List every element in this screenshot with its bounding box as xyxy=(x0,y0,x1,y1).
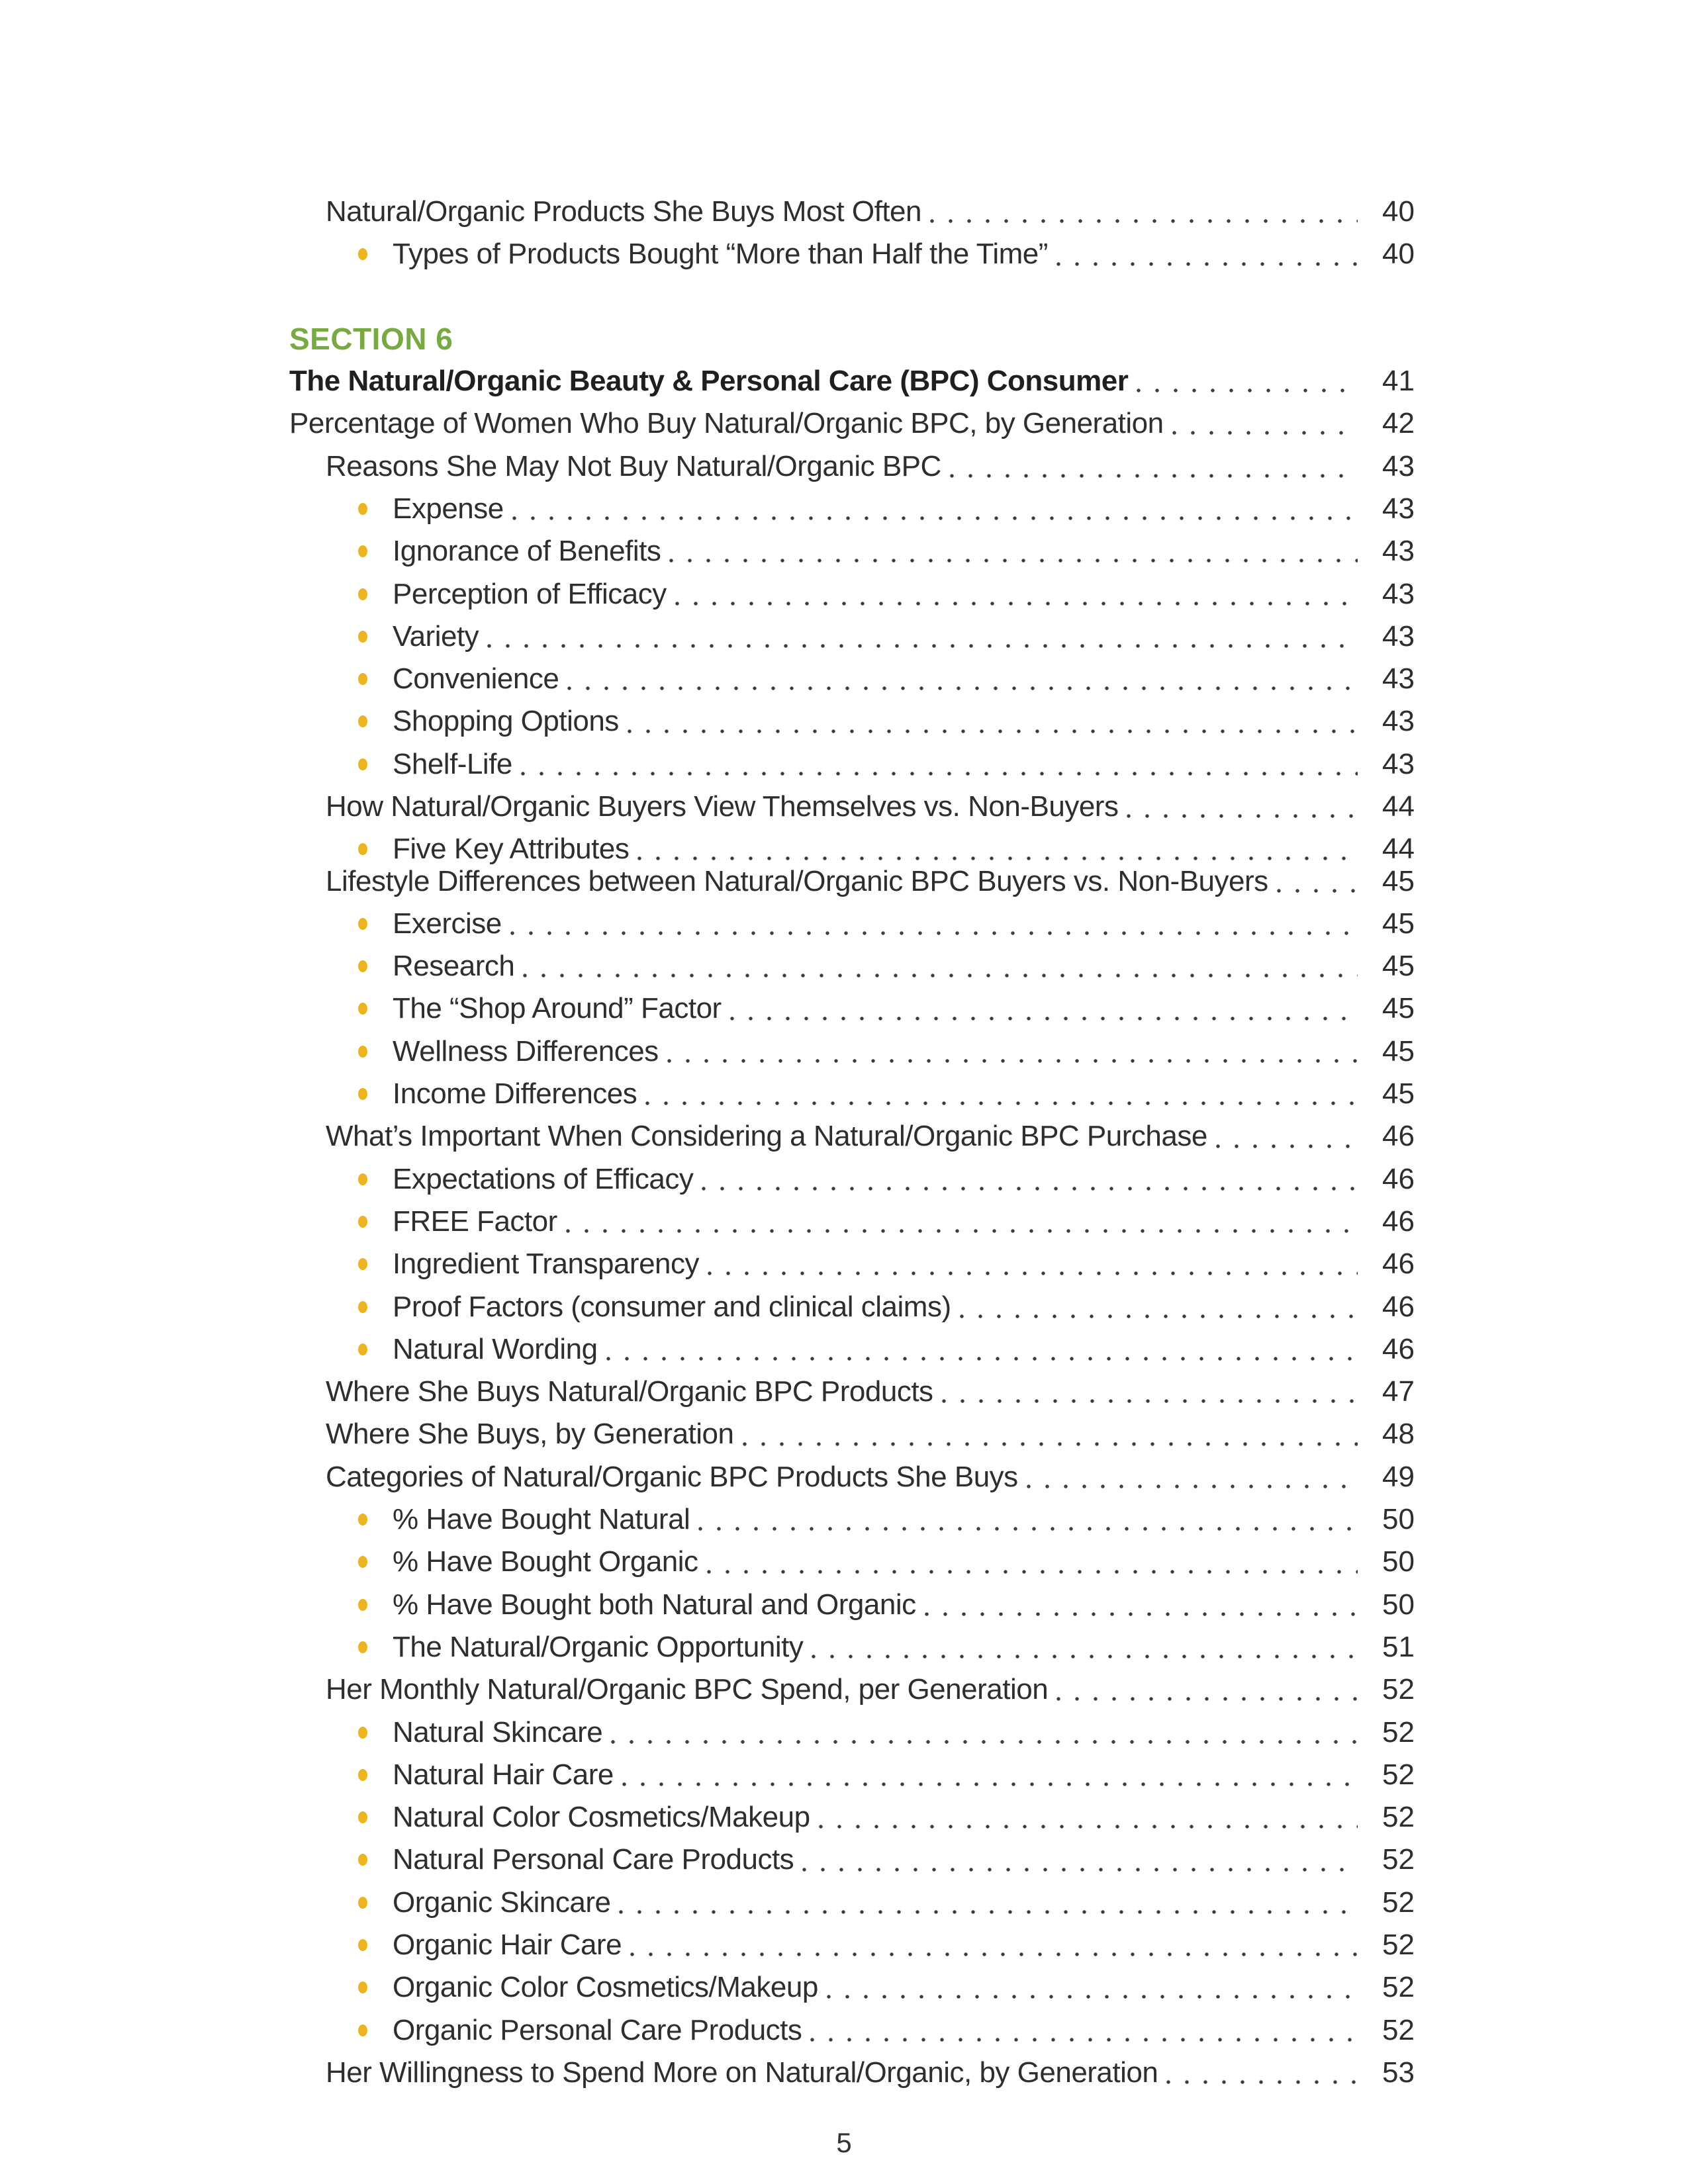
toc-entry xyxy=(0,572,1415,615)
bullet-icon xyxy=(358,1897,367,1909)
bullet-icon xyxy=(358,588,367,600)
dot-leader xyxy=(630,1952,1358,1957)
entry-page-number: 43 xyxy=(1382,492,1415,525)
toc-entry xyxy=(0,1498,1415,1541)
entry-title: Her Willingness to Spend More on Natural/Organic, by Generation xyxy=(326,2056,1158,2089)
entry-title: Ingredient Transparency xyxy=(393,1248,700,1281)
section-title: SECTION 6 xyxy=(289,321,453,356)
toc-entry xyxy=(0,903,1415,945)
entry-page-number: 47 xyxy=(1382,1375,1415,1408)
entry-title: Exercise xyxy=(393,907,502,940)
bullet-icon xyxy=(358,673,367,685)
bullet-icon xyxy=(358,1173,367,1185)
entry-title: What’s Important When Considering a Natural/Organic BPC Purchase xyxy=(326,1120,1207,1153)
bullet-icon xyxy=(358,1343,367,1355)
dot-leader xyxy=(522,973,1358,978)
toc-entry xyxy=(0,2052,1415,2094)
toc-entry xyxy=(0,1754,1415,1796)
entry-title: % Have Bought Organic xyxy=(393,1545,698,1578)
entry-page-number: 40 xyxy=(1382,195,1415,228)
entry-page-number: 44 xyxy=(1382,833,1415,866)
dot-leader xyxy=(742,1441,1358,1447)
bullet-icon xyxy=(358,545,367,557)
entry-page-number: 52 xyxy=(1382,1673,1415,1706)
dot-leader xyxy=(606,1356,1358,1361)
entry-page-number: 52 xyxy=(1382,1843,1415,1876)
entry-title: Expense xyxy=(393,492,504,525)
entry-page-number: 51 xyxy=(1382,1630,1415,1663)
entry-page-number: 50 xyxy=(1382,1545,1415,1578)
toc-entry xyxy=(0,2009,1415,2051)
toc-entry xyxy=(0,658,1415,700)
dot-leader xyxy=(565,1228,1358,1234)
toc-entry xyxy=(0,615,1415,658)
entry-title: Reasons She May Not Buy Natural/Organic BPC xyxy=(326,449,941,482)
entry-page-number: 46 xyxy=(1382,1248,1415,1281)
toc-entry xyxy=(0,1456,1415,1498)
dot-leader xyxy=(1026,1484,1358,1489)
toc-entry xyxy=(0,743,1415,786)
dot-leader xyxy=(941,1398,1358,1404)
dot-leader xyxy=(826,1994,1358,1999)
entry-title: Where She Buys, by Generation xyxy=(326,1418,734,1451)
toc-entry xyxy=(0,360,1415,402)
entry-page-number: 52 xyxy=(1382,2013,1415,2046)
entry-page-number: 43 xyxy=(1382,705,1415,738)
bullet-icon xyxy=(358,503,367,515)
toc-entry xyxy=(0,1073,1415,1115)
toc-entry xyxy=(0,1158,1415,1201)
dot-leader xyxy=(818,1824,1358,1829)
bullet-icon xyxy=(358,1641,367,1653)
entry-title: FREE Factor xyxy=(393,1205,557,1238)
entry-title: % Have Bought Natural xyxy=(393,1503,690,1536)
entry-title: How Natural/Organic Buyers View Themselves vs. Non-Buyers xyxy=(326,790,1119,823)
dot-leader xyxy=(1056,261,1358,267)
toc-entry xyxy=(0,445,1415,487)
toc-entry xyxy=(0,233,1415,275)
entry-page-number: 43 xyxy=(1382,449,1415,482)
bullet-icon xyxy=(358,1216,367,1228)
toc-entry xyxy=(0,1668,1415,1711)
entry-page-number: 50 xyxy=(1382,1503,1415,1536)
toc-entry xyxy=(0,1796,1415,1839)
dot-leader xyxy=(512,516,1358,521)
entry-page-number: 46 xyxy=(1382,1205,1415,1238)
dot-leader xyxy=(698,1526,1358,1531)
dot-leader xyxy=(645,1101,1358,1106)
entry-title: Expectations of Efficacy xyxy=(393,1162,694,1195)
bullet-icon xyxy=(358,715,367,727)
entry-page-number: 45 xyxy=(1382,864,1415,897)
bullet-icon xyxy=(358,1046,367,1058)
dot-leader xyxy=(667,1058,1358,1064)
toc-entry xyxy=(0,1711,1415,1753)
bullet-icon xyxy=(358,843,367,855)
dot-leader xyxy=(618,1909,1358,1915)
entry-page-number: 43 xyxy=(1382,747,1415,780)
bullet-icon xyxy=(358,1769,367,1781)
bullet-icon xyxy=(358,960,367,972)
toc-entry xyxy=(0,530,1415,572)
toc-entry xyxy=(0,1626,1415,1668)
bullet-icon xyxy=(358,1727,367,1739)
dot-leader xyxy=(1056,1696,1358,1702)
bullet-icon xyxy=(358,1599,367,1611)
entry-page-number: 45 xyxy=(1382,950,1415,983)
entry-title: Types of Products Bought “More than Half the Time” xyxy=(393,238,1048,271)
entry-page-number: 48 xyxy=(1382,1418,1415,1451)
entry-title: Percentage of Women Who Buy Natural/Organic BPC, by Generation xyxy=(289,407,1164,440)
entry-page-number: 46 xyxy=(1382,1162,1415,1195)
entry-title: Natural Personal Care Products xyxy=(393,1843,794,1876)
toc-entry xyxy=(0,402,1415,445)
entry-page-number: 53 xyxy=(1382,2056,1415,2089)
entry-page-number: 52 xyxy=(1382,1715,1415,1749)
dot-leader xyxy=(510,931,1358,936)
section-heading xyxy=(0,318,1415,360)
toc-entry xyxy=(0,1413,1415,1455)
toc-entry xyxy=(0,1115,1415,1158)
bullet-icon xyxy=(358,1514,367,1525)
bullet-icon xyxy=(358,1088,367,1100)
bullet-icon xyxy=(358,1811,367,1823)
dot-leader xyxy=(701,1186,1358,1191)
toc-entry xyxy=(0,191,1415,233)
entry-title: Research xyxy=(393,950,515,983)
bullet-icon xyxy=(358,1854,367,1866)
dot-leader xyxy=(567,686,1358,691)
entry-title: Organic Color Cosmetics/Makeup xyxy=(393,1971,818,2004)
entry-title: Organic Hair Care xyxy=(393,1929,622,1962)
entry-title: Organic Personal Care Products xyxy=(393,2013,802,2046)
entry-page-number: 43 xyxy=(1382,577,1415,610)
entry-title: Proof Factors (consumer and clinical claims) xyxy=(393,1290,951,1323)
dot-leader xyxy=(1126,813,1358,819)
toc-entry xyxy=(0,1201,1415,1243)
dot-leader xyxy=(959,1314,1358,1319)
dot-leader xyxy=(622,1782,1358,1787)
dot-leader xyxy=(1215,1144,1358,1149)
dot-leader xyxy=(520,771,1358,776)
dot-leader xyxy=(810,2037,1358,2042)
toc-entry xyxy=(0,1924,1415,1966)
entry-title: The “Shop Around” Factor xyxy=(393,992,722,1025)
entry-title: Income Differences xyxy=(393,1077,637,1111)
entry-page-number: 40 xyxy=(1382,238,1415,271)
entry-page-number: 45 xyxy=(1382,1034,1415,1068)
toc-entry xyxy=(0,860,1415,902)
entry-page-number: 52 xyxy=(1382,1929,1415,1962)
bullet-icon xyxy=(358,631,367,643)
entry-page-number: 41 xyxy=(1382,365,1415,398)
bullet-icon xyxy=(358,1939,367,1951)
entry-title: Where She Buys Natural/Organic BPC Products xyxy=(326,1375,933,1408)
dot-leader xyxy=(707,1271,1358,1276)
toc-entry xyxy=(0,1966,1415,2009)
entry-page-number: 43 xyxy=(1382,535,1415,568)
dot-leader xyxy=(1172,430,1358,435)
bullet-icon xyxy=(358,1981,367,1993)
entry-page-number: 52 xyxy=(1382,1758,1415,1791)
bullet-icon xyxy=(358,2025,367,2036)
entry-title: Shopping Options xyxy=(393,705,619,738)
toc-entry xyxy=(0,987,1415,1030)
dot-leader xyxy=(1136,388,1358,393)
dot-leader xyxy=(675,601,1358,606)
dot-leader xyxy=(1276,888,1358,893)
entry-page-number: 43 xyxy=(1382,662,1415,696)
dot-leader xyxy=(924,1612,1358,1617)
entry-title: Natural/Organic Products She Buys Most Often xyxy=(326,195,921,228)
dot-leader xyxy=(627,729,1358,734)
bullet-icon xyxy=(358,1003,367,1015)
dot-leader xyxy=(637,856,1358,861)
toc-entry xyxy=(0,786,1415,828)
toc-entry xyxy=(0,1328,1415,1371)
dot-leader xyxy=(706,1569,1358,1574)
entry-page-number: 45 xyxy=(1382,992,1415,1025)
dot-leader xyxy=(802,1867,1358,1872)
entry-title: Ignorance of Benefits xyxy=(393,535,661,568)
toc-entry xyxy=(0,1243,1415,1285)
entry-title: The Natural/Organic Opportunity xyxy=(393,1630,804,1663)
entry-page-number: 46 xyxy=(1382,1120,1415,1153)
entry-title: Shelf-Life xyxy=(393,747,512,780)
dot-leader xyxy=(487,643,1358,649)
toc-entry xyxy=(0,488,1415,530)
dot-leader xyxy=(811,1654,1358,1659)
entry-title: The Natural/Organic Beauty & Personal Care (BPC) Consumer xyxy=(289,365,1129,398)
entry-title: Natural Hair Care xyxy=(393,1758,614,1791)
entry-title: Wellness Differences xyxy=(393,1034,659,1068)
entry-title: Organic Skincare xyxy=(393,1886,611,1919)
toc-entry xyxy=(0,1371,1415,1413)
page-number: 5 xyxy=(836,2127,852,2158)
bullet-icon xyxy=(358,918,367,930)
toc-entry xyxy=(0,1030,1415,1073)
bullet-icon xyxy=(358,1301,367,1313)
entry-title: Lifestyle Differences between Natural/Organic BPC Buyers vs. Non-Buyers xyxy=(326,864,1268,897)
entry-page-number: 52 xyxy=(1382,1886,1415,1919)
dot-leader xyxy=(949,473,1358,478)
toc-entry xyxy=(0,1882,1415,1924)
entry-page-number: 45 xyxy=(1382,907,1415,940)
toc-entry xyxy=(0,1584,1415,1626)
dot-leader xyxy=(610,1739,1358,1745)
entry-page-number: 43 xyxy=(1382,619,1415,653)
dot-leader xyxy=(929,218,1358,224)
toc-entry xyxy=(0,945,1415,987)
entry-title: Her Monthly Natural/Organic BPC Spend, per Generation xyxy=(326,1673,1049,1706)
toc-entry xyxy=(0,1541,1415,1583)
entry-page-number: 42 xyxy=(1382,407,1415,440)
entry-page-number: 50 xyxy=(1382,1588,1415,1621)
entry-page-number: 44 xyxy=(1382,790,1415,823)
entry-title: % Have Bought both Natural and Organic xyxy=(393,1588,916,1621)
entry-title: Perception of Efficacy xyxy=(393,577,667,610)
entry-page-number: 45 xyxy=(1382,1077,1415,1111)
entry-title: Convenience xyxy=(393,662,559,696)
entry-page-number: 46 xyxy=(1382,1290,1415,1323)
bullet-icon xyxy=(358,1258,367,1270)
entry-title: Variety xyxy=(393,619,479,653)
entry-title: Natural Color Cosmetics/Makeup xyxy=(393,1801,810,1834)
dot-leader xyxy=(1166,2079,1358,2085)
entry-title: Five Key Attributes xyxy=(393,833,630,866)
dot-leader xyxy=(669,558,1358,563)
entry-title: Natural Wording xyxy=(393,1332,598,1365)
bullet-icon xyxy=(358,248,367,260)
bullet-icon xyxy=(358,758,367,770)
entry-page-number: 52 xyxy=(1382,1801,1415,1834)
entry-page-number: 52 xyxy=(1382,1971,1415,2004)
entry-page-number: 49 xyxy=(1382,1460,1415,1493)
entry-title: Natural Skincare xyxy=(393,1715,603,1749)
dot-leader xyxy=(729,1016,1358,1021)
toc-entry xyxy=(0,1839,1415,1881)
entry-page-number: 46 xyxy=(1382,1332,1415,1365)
toc-entry xyxy=(0,1285,1415,1328)
entry-title: Categories of Natural/Organic BPC Products She Buys xyxy=(326,1460,1018,1493)
toc-entry xyxy=(0,700,1415,743)
bullet-icon xyxy=(358,1556,367,1568)
